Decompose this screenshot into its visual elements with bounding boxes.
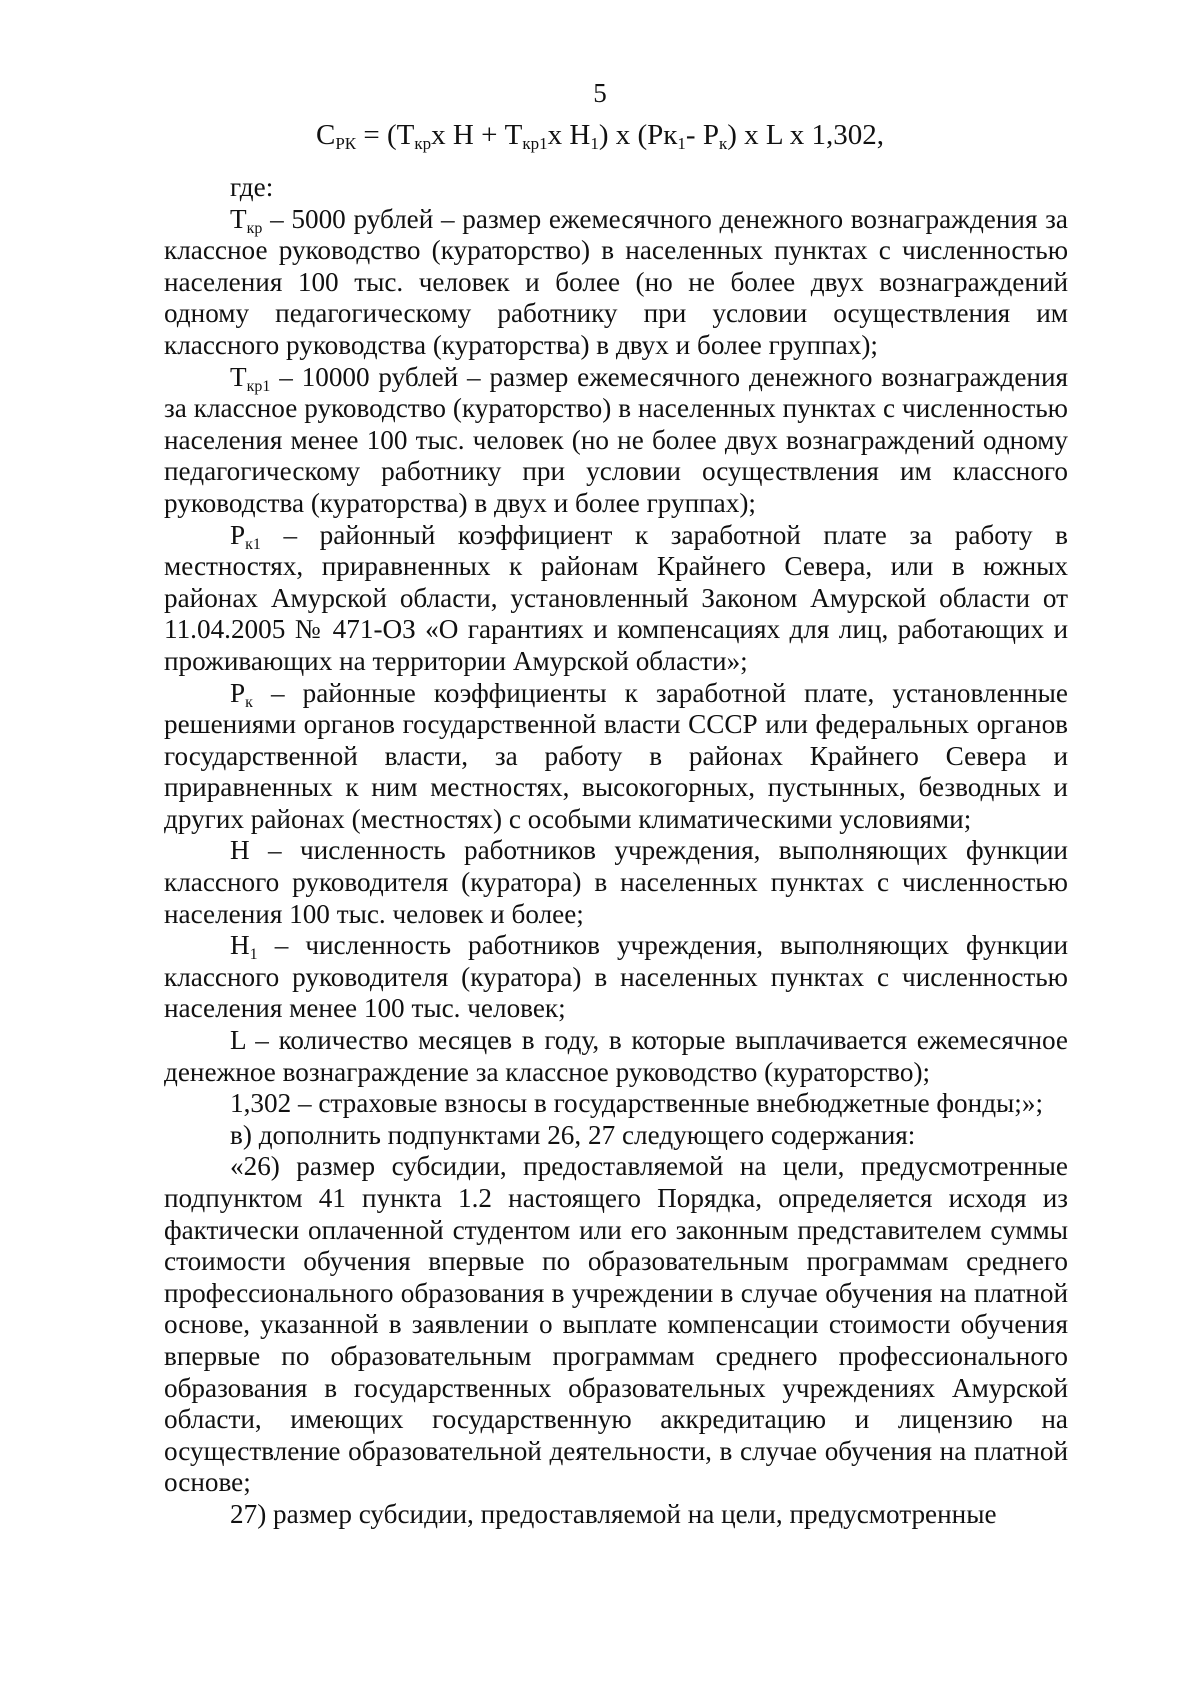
formula-term: x Н xyxy=(547,119,591,151)
formula-term: = (Т xyxy=(356,119,415,151)
variable-symbol: Т xyxy=(230,203,247,234)
formula-subscript: кр xyxy=(414,134,432,153)
paragraph-1302 xyxy=(164,1088,1068,1120)
paragraph-text: 27) размер субсидии, предоставляемой на цели, предусмотренные xyxy=(230,1498,997,1529)
variable-symbol: Н xyxy=(230,930,250,961)
formula xyxy=(0,118,1200,152)
paragraph-item-v xyxy=(164,1120,1068,1152)
paragraph-where: где: xyxy=(230,172,274,202)
variable-symbol: Т xyxy=(230,361,247,392)
formula-subscript: РК xyxy=(335,134,357,153)
variable-symbol: Р xyxy=(230,677,246,708)
paragraph-text: – районный коэффициент к заработной плате за работу в местностях, приравненных к районам Крайнего Севера, или в южных районах Амурской области, установленный Законом Амурской области от 11.04.2005 № 471-ОЗ «О гарантиях и компенсациях для лиц, работающих и проживающих на территории Амурской области»; xyxy=(164,519,1068,676)
variable-symbol: Р xyxy=(230,519,246,550)
formula-term: С xyxy=(315,119,336,151)
paragraph-text: 1,302 – страховые взносы в государственные внебюджетные фонды;»; xyxy=(230,1088,1043,1119)
paragraph-h xyxy=(164,835,1068,930)
formula-term: ) x (Рк xyxy=(598,119,678,151)
formula-subscript: 1 xyxy=(677,134,686,153)
formula-term: - Р xyxy=(685,119,719,151)
variable-subscript: кр xyxy=(246,219,263,237)
paragraph-text: – 10000 рублей – размер ежемесячного денежного вознаграждения за классное руководство (кураторство) в населенных пунктах с численностью населения менее 100 тыс. человек (но не более двух вознаграждений одному педагогическому работнику при условии осуществления им классного руководства (кураторства) в двух и более группах); xyxy=(164,361,1068,518)
paragraph-tkr xyxy=(164,204,1068,362)
variable-subscript: к xyxy=(245,693,253,711)
paragraph-27 xyxy=(164,1499,1068,1531)
paragraph-l xyxy=(164,1025,1068,1088)
formula-term: x Н + Т xyxy=(431,119,523,151)
body-text xyxy=(164,172,1068,1531)
paragraph-26 xyxy=(164,1151,1068,1499)
paragraph-tkr1 xyxy=(164,362,1068,520)
paragraph-text: Н – численность работников учреждения, выполняющих функции классного руководителя (куратора) в населенных пунктах с численностью населения 100 тыс. человек и более; xyxy=(164,835,1068,929)
paragraph-h1 xyxy=(164,930,1068,1025)
paragraph-text: в) дополнить подпунктами 26, 27 следующего содержания: xyxy=(230,1119,916,1150)
paragraph-text: L – количество месяцев в году, в которые выплачивается ежемесячное денежное вознаграждение за классное руководство (кураторство); xyxy=(164,1025,1068,1087)
variable-subscript: кр1 xyxy=(246,377,271,395)
paragraph-rk1 xyxy=(164,520,1068,678)
formula-term: ) x L x 1,302, xyxy=(727,119,885,151)
formula-subscript: кр1 xyxy=(522,134,548,153)
variable-subscript: к1 xyxy=(245,535,261,553)
formula-subscript: 1 xyxy=(590,134,599,153)
formula-subscript: к xyxy=(718,134,728,153)
paragraph-text: «26) размер субсидии, предоставляемой на цели, предусмотренные подпунктом 41 пункта 1.2 настоящего Порядка, определяется исходя из фактически оплаченной студентом или его законным представителем суммы стоимости обучения впервые по образовательным программам среднего профессионального образования в учреждении в случае обучения на платной основе, указанной в заявлении о выплате компенсации стоимости обучения впервые по образовательным программам среднего профессионального образования в государственных образовательных учреждениях Амурской области, имеющих государственную аккредитацию и лицензию на осуществление образовательной деятельности, в случае обучения на платной основе; xyxy=(164,1151,1068,1498)
paragraph-text: – численность работников учреждения, выполняющих функции классного руководителя (куратора) в населенных пунктах с численностью населения менее 100 тыс. человек; xyxy=(164,930,1068,1024)
paragraph-text: – районные коэффициенты к заработной плате, установленные решениями органов государственной власти СССР или федеральных органов государственной власти, за работу в районах Крайнего Севера и приравненных к ним местностях, высокогорных, пустынных, безводных и других районах (местностях) с особыми климатическими условиями; xyxy=(164,677,1068,834)
page-number: 5 xyxy=(593,78,607,108)
paragraph-text: – 5000 рублей – размер ежемесячного денежного вознаграждения за классное руководство (кураторство) в населенных пунктах с численностью населения 100 тыс. человек и более (но не более двух вознаграждений одному педагогическому работнику при условии осуществления им классного руководства (кураторства) в двух и более группах); xyxy=(164,203,1068,360)
paragraph-rk xyxy=(164,678,1068,836)
variable-subscript: 1 xyxy=(249,946,258,964)
